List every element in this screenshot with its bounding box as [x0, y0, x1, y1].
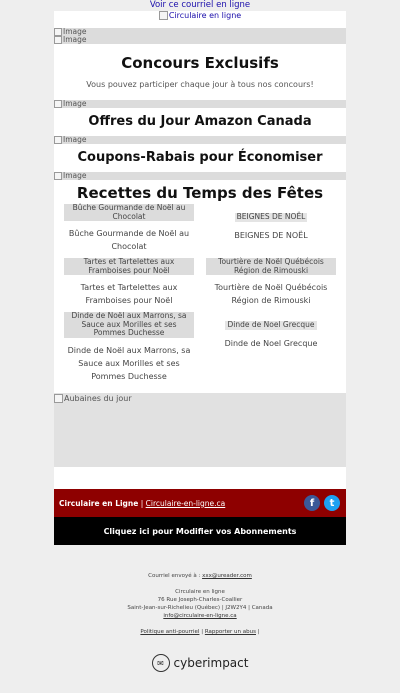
contact-email[interactable]: info@circulaire-en-ligne.ca: [163, 613, 237, 619]
broken-image-icon: [54, 172, 62, 180]
banner-image-1: [54, 28, 346, 36]
manage-subscriptions-button[interactable]: Cliquez ici pour Modifier vos Abonnements: [54, 517, 346, 545]
coupons-banner-image[interactable]: [54, 136, 346, 144]
view-online-link[interactable]: Voir ce courriel en ligne: [149, 0, 251, 10]
sent-to-line: [0, 572, 400, 580]
sent-to-email[interactable]: xxx@ureader.com: [202, 573, 252, 579]
broken-image-icon: [159, 11, 168, 20]
recipe-image[interactable]: BEIGNES DE NOËL: [236, 212, 306, 221]
recipe-card[interactable]: [206, 312, 336, 350]
broken-image-icon: [54, 28, 62, 36]
recipe-title[interactable]: BEIGNES DE NOËL: [234, 231, 308, 240]
image-alt: Image: [63, 171, 87, 180]
recipe-image[interactable]: Tourtière de Noël Québécois Région de Rimouski: [206, 258, 336, 275]
recipe-title[interactable]: Dinde de Noël aux Marrons, sa Sauce aux Morilles et ses Pommes Duchesse: [67, 345, 191, 381]
recipe-image[interactable]: Tartes et Tartelettes aux Framboises pour Noël: [64, 258, 194, 275]
image-alt: Image: [63, 27, 87, 36]
address-line-2: Saint-Jean-sur-Richelieu (Québec) | J2W2Y4 | Canada: [127, 605, 273, 611]
email-container: [54, 11, 346, 545]
contests-subtitle: Vous pouvez participer chaque jour à tous nos concours!: [86, 80, 314, 89]
broken-image-icon: [54, 136, 62, 144]
logo-image[interactable]: [159, 11, 241, 28]
broken-image-icon: [54, 394, 63, 403]
recipe-image[interactable]: Dinde de Noel Grecque: [227, 320, 315, 329]
recipes-banner-image[interactable]: [54, 172, 346, 180]
image-alt: Image: [63, 99, 87, 108]
address-line-1: 76 Rue Joseph-Charles-Coallier: [157, 597, 243, 603]
cyberimpact-icon: ✉: [152, 654, 170, 672]
legal-links: [0, 628, 400, 636]
footer-brand: Circulaire en Ligne: [59, 498, 139, 508]
recipes-title[interactable]: Recettes du Temps des Fêtes: [76, 184, 324, 202]
report-abuse-link[interactable]: Rapporter un abus: [204, 629, 256, 635]
legal-separator: |: [257, 629, 260, 635]
footer-separator: |: [140, 498, 144, 508]
amazon-title[interactable]: Offres du Jour Amazon Canada: [88, 114, 312, 129]
logo-row: [54, 11, 346, 28]
recipe-card[interactable]: [64, 204, 194, 253]
coupons-title[interactable]: Coupons-Rabais pour Économiser: [77, 150, 323, 165]
sent-to-label: Courriel envoyé à :: [148, 573, 201, 579]
recipe-title[interactable]: Bûche Gourmande de Noël au Chocolat: [68, 229, 190, 251]
cyberimpact-logo[interactable]: [0, 654, 400, 672]
facebook-icon[interactable]: f: [304, 495, 320, 511]
recipe-image[interactable]: Dinde de Noël aux Marrons, sa Sauce aux Morilles et ses Pommes Duchesse: [64, 312, 194, 338]
recipe-card[interactable]: [206, 258, 336, 307]
amazon-banner-image[interactable]: [54, 100, 346, 108]
image-alt: Image: [63, 35, 87, 44]
footer-brand-bar: [54, 489, 346, 517]
recipe-image[interactable]: Bûche Gourmande de Noël au Chocolat: [64, 204, 194, 221]
recipe-title[interactable]: Tartes et Tartelettes aux Framboises pour Noël: [80, 283, 178, 305]
footer-site-link[interactable]: Circulaire-en-ligne.ca: [145, 498, 226, 508]
social-links: [304, 495, 340, 511]
recipe-card[interactable]: [64, 312, 194, 383]
deals-image[interactable]: [54, 393, 346, 467]
broken-image-icon: [54, 36, 62, 44]
image-alt: Image: [63, 135, 87, 144]
banner-image-2: [54, 36, 346, 44]
view-online-bar: [0, 0, 400, 11]
recipe-title[interactable]: Tourtière de Noël Québécois Région de Rimouski: [214, 283, 328, 305]
logo-alt-text: Circulaire en ligne: [168, 11, 242, 20]
recipe-title[interactable]: Dinde de Noel Grecque: [224, 339, 318, 348]
antispam-policy-link[interactable]: Politique anti-pourriel: [140, 629, 200, 635]
twitter-icon[interactable]: t: [324, 495, 340, 511]
broken-image-icon: [54, 100, 62, 108]
deals-alt-text: Aubaines du jour: [64, 394, 132, 403]
cyberimpact-wordmark: cyberimpact: [173, 656, 249, 670]
contests-title[interactable]: Concours Exclusifs: [121, 54, 279, 72]
company-name: Circulaire en ligne: [175, 589, 225, 595]
recipe-card[interactable]: [64, 258, 194, 307]
recipe-card[interactable]: [206, 204, 336, 242]
legal-footer: [0, 572, 400, 636]
footer-brand-text: [54, 499, 225, 508]
legal-separator: |: [201, 629, 204, 635]
